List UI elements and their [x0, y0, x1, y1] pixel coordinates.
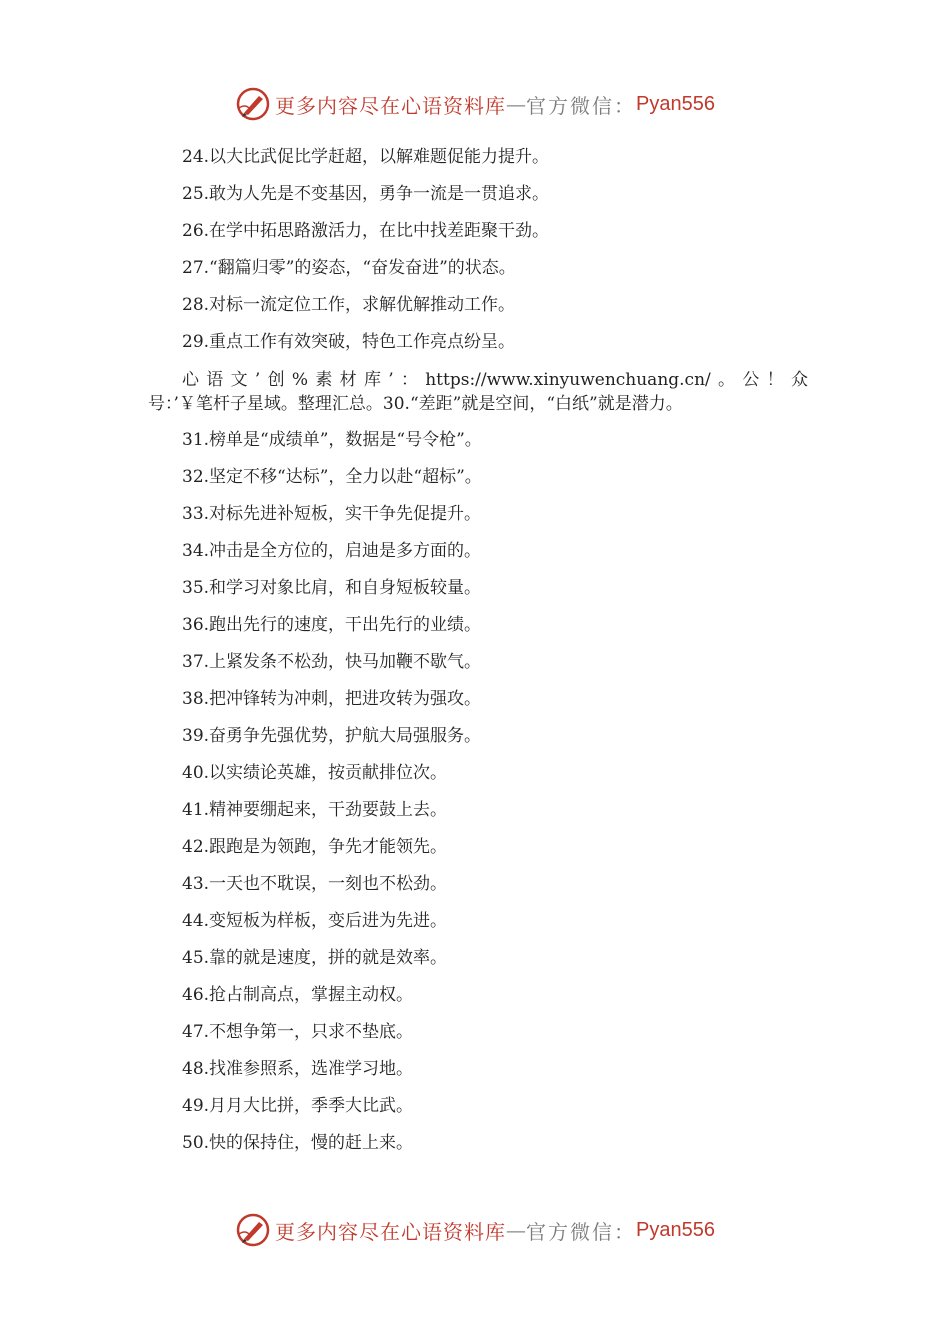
list-item: 36.跑出先行的速度，干出先行的业绩。	[182, 615, 482, 635]
list-item: 34.冲击是全方位的，启迪是多方面的。	[182, 541, 482, 561]
list-item: 44.变短板为样板，变后进为先进。	[182, 911, 448, 931]
list-item: 41.精神要绷起来，干劲要鼓上去。	[182, 800, 448, 820]
watermark-line-2: 号：’￥笔杆子星域。整理汇总。30.“差距”就是空间，“白纸”就是潜力。	[148, 394, 683, 414]
banner-wechat-label: 官方微信：	[526, 1219, 637, 1244]
header-banner	[0, 84, 950, 124]
watermark-char: 材	[339, 370, 357, 390]
watermark-char: %	[291, 370, 309, 390]
watermark-char: 公	[742, 370, 760, 390]
list-item: 49.月月大比拼，季季大比武。	[182, 1096, 414, 1116]
watermark-char: 。	[718, 370, 736, 390]
watermark-char: ’	[254, 370, 261, 390]
list-item: 43.一天也不耽误，一刻也不松劲。	[182, 874, 448, 894]
watermark-line-1	[182, 368, 808, 392]
banner-wechat-id: Pyan556	[636, 92, 715, 115]
list-item: 27.“翻篇归零”的姿态，“奋发奋进”的状态。	[182, 258, 516, 278]
watermark-char: 素	[315, 370, 333, 390]
list-item: 42.跟跑是为领跑，争先才能领先。	[182, 837, 448, 857]
list-item: 48.找准参照系，选准学习地。	[182, 1059, 414, 1079]
watermark-url: https://www.xinyuwenchuang.cn/	[425, 370, 711, 390]
banner-wechat-id: Pyan556	[636, 1218, 715, 1241]
list-item: 29.重点工作有效突破，特色工作亮点纷呈。	[182, 332, 516, 352]
list-item: 35.和学习对象比肩，和自身短板较量。	[182, 578, 482, 598]
watermark-char: 语	[206, 370, 224, 390]
watermark-char: 众	[790, 370, 808, 390]
list-item: 26.在学中拓思路激活力，在比中找差距聚干劲。	[182, 221, 550, 241]
list-item: 28.对标一流定位工作，求解优解推动工作。	[182, 295, 516, 315]
banner-main-text: 更多内容尽在心语资料库	[275, 93, 507, 118]
watermark-char: ：	[400, 370, 418, 390]
watermark-char: ’	[388, 370, 394, 390]
list-item: 33.对标先进补短板，实干争先促提升。	[182, 504, 482, 524]
list-item: 47.不想争第一，只求不垫底。	[182, 1022, 414, 1042]
pen-logo-icon	[235, 86, 271, 122]
watermark-char: 文	[230, 370, 248, 390]
list-item: 39.奋勇争先强优势，护航大局强服务。	[182, 726, 482, 746]
list-item: 25.敢为人先是不变基因，勇争一流是一贯追求。	[182, 184, 550, 204]
watermark-char: 心	[182, 370, 199, 390]
banner-wechat-label: 官方微信：	[526, 93, 637, 118]
list-item: 32.坚定不移“达标”，全力以赴“超标”。	[182, 467, 482, 487]
list-item: 46.抢占制高点，掌握主动权。	[182, 985, 414, 1005]
watermark-char: 库	[363, 370, 381, 390]
watermark-char: 创	[267, 370, 285, 390]
banner-separator: —	[506, 1218, 527, 1242]
list-item: 45.靠的就是速度，拼的就是效率。	[182, 948, 448, 968]
footer-banner	[0, 1210, 950, 1250]
banner-main-text: 更多内容尽在心语资料库	[275, 1219, 507, 1244]
list-item: 37.上紧发条不松劲，快马加鞭不歇气。	[182, 652, 482, 672]
list-item: 40.以实绩论英雄，按贡献排位次。	[182, 763, 448, 783]
list-item: 38.把冲锋转为冲刺，把进攻转为强攻。	[182, 689, 482, 709]
list-item: 24.以大比武促比学赶超，以解难题促能力提升。	[182, 147, 550, 167]
pen-logo-icon	[235, 1212, 271, 1248]
list-item: 50.快的保持住，慢的赶上来。	[182, 1133, 414, 1153]
watermark-char: ！	[766, 370, 784, 390]
banner-separator: —	[506, 92, 527, 116]
list-item: 31.榜单是“成绩单”，数据是“号令枪”。	[182, 430, 482, 450]
